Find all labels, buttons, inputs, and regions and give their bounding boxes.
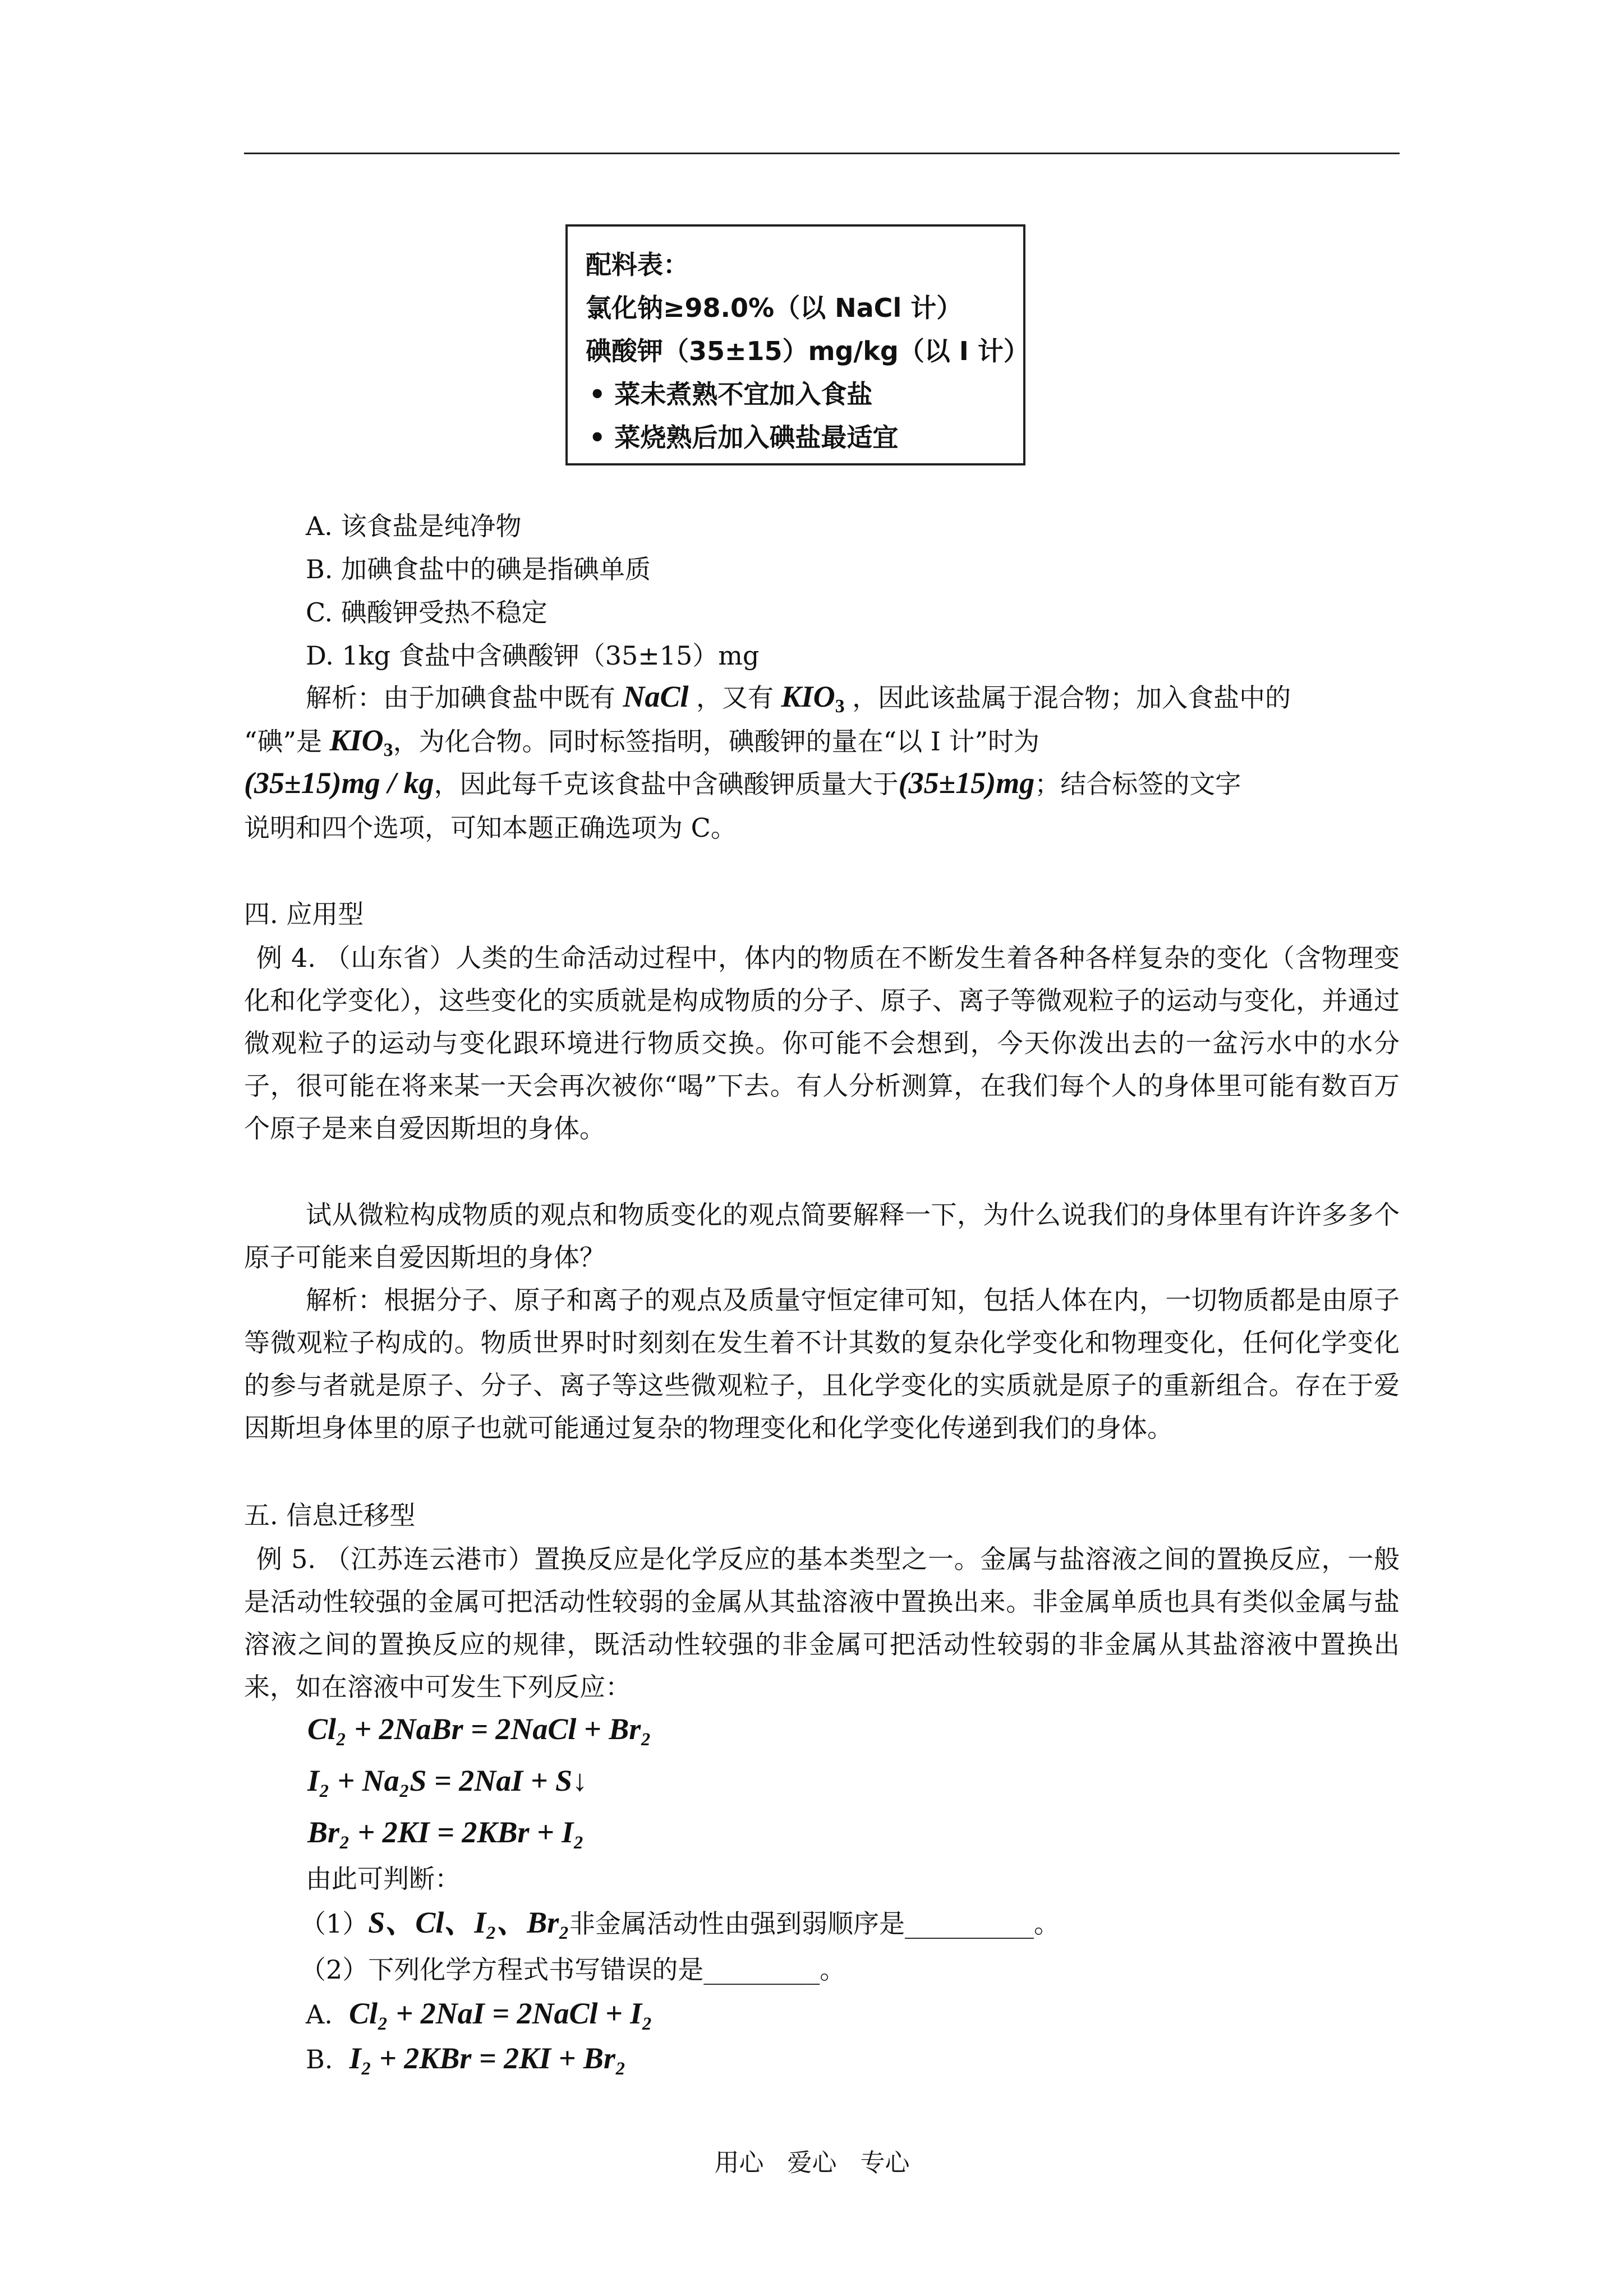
formula-nacl: NaCl [623, 680, 689, 713]
analysis-line-2 [244, 723, 1400, 767]
option-b: B. 加碘食盐中的碘是指碘单质 [306, 554, 651, 584]
label-bullet-2: • 菜烧熟后加入碘盐最适宜 [589, 422, 899, 453]
answer-option-a [306, 1997, 652, 2031]
equation-2: I₂ + Na₂S = 2NaI + S↓ [307, 1764, 588, 1797]
judge-line: 由此可判断： [306, 1864, 461, 1894]
ingredient-label-box [565, 224, 1029, 465]
option-label: B. [306, 2044, 333, 2074]
option-d: D. 1kg 食盐中含碘酸钾（35±15）mg [306, 640, 760, 671]
formula-kio3: $KIO_3$ [329, 723, 393, 760]
species-list: S、Cl、I₂、Br₂ [368, 1906, 570, 1939]
sub-question-number: （1） [300, 1908, 369, 1939]
page-footer: 用心 爱心 专心 [714, 2149, 910, 2177]
analysis-line-3 [244, 766, 1241, 801]
formula-range-per-kg: (35±15)mg / kg [244, 766, 434, 800]
header-rule [244, 153, 1400, 154]
label-title: 配料表： [586, 250, 689, 280]
formula-kio3: $KIO_3$ [781, 680, 845, 717]
label-kio3-line: 碘酸钾（35±15）mg/kg（以 I 计） [586, 336, 1029, 366]
analysis-text: ，为化合物。同时标签指明，碘酸钾的量在“以 I 计”时为 [393, 726, 1040, 757]
option-a: A. 该食盐是纯净物 [306, 511, 522, 541]
equation-3: Br₂ + 2KI = 2KBr + I₂ [307, 1815, 585, 1849]
option-b-equation: I₂ + 2KBr = 2KI + Br₂ [349, 2041, 626, 2075]
equation-1: Cl₂ + 2NaBr = 2NaCl + Br₂ [307, 1712, 652, 1746]
sub-question-text: 非金属活动性由强到弱顺序是__________。 [569, 1908, 1060, 1939]
analysis-text: 解析：由于加碘食盐中既有 [306, 683, 615, 713]
option-label: A. [306, 1999, 333, 2030]
section-4-question: 例 4. （山东省）人类的生命活动过程中，体内的物质在不断发生着各种各样复杂的变化（含物理变化和化学变化），这些变化的实质就是构成物质的分子、原子、离子等微观粒子的运动与变化，并通过微观粒子的运动与变化跟环境进行物质交换。你可能不会想到，今天你泼出去的一盆污水中的水分子，很可能在将来某一天会再次被你“喝”下去。有人分析测算，在我们每个人的身体里可能有数百万个原子是来自爱因斯坦的身体。 [244, 943, 1400, 1144]
analysis-line-4: 说明和四个选项，可知本题正确选项为 C。 [244, 813, 737, 843]
option-c: C. 碘酸钾受热不稳定 [306, 597, 548, 628]
section-4-analysis: 解析：根据分子、原子和离子的观点及质量守恒定律可知，包括人体在内，一切物质都是由原子等微观粒子构成的。物质世界时时刻刻在发生着不计其数的复杂化学变化和物理变化，任何化学变化的参与者就是原子、分子、离子等这些微观粒子，且化学变化的实质就是原子的重新组合。存在于爱因斯坦身体里的原子也就可能通过复杂的物理变化和化学变化传递到我们的身体。 [244, 1285, 1400, 1443]
analysis-text: ，因此每千克该食盐中含碘酸钾质量大于 [434, 769, 899, 799]
analysis-line-1 [306, 680, 1291, 723]
analysis-text: ，又有 [696, 683, 774, 713]
analysis-text: “碘”是 [244, 726, 323, 757]
label-bullet-1: • 菜未煮熟不宜加入食盐 [589, 379, 873, 409]
section-4-heading: 四. 应用型 [244, 899, 364, 929]
formula-range-mg: (35±15)mg [898, 766, 1035, 800]
section-5-heading: 五. 信息迁移型 [244, 1500, 416, 1530]
sub-question-1 [300, 1906, 1060, 1940]
sub-question-2: （2）下列化学方程式书写错误的是_________。 [300, 1954, 846, 1985]
analysis-text: ，因此该盐属于混合物；加入食盐中的 [852, 683, 1291, 713]
section-5-question: 例 5. （江苏连云港市）置换反应是化学反应的基本类型之一。金属与盐溶液之间的置换反应，一般是活动性较强的金属可把活动性较弱的金属从其盐溶液中置换出来。非金属单质也具有类似金属与盐溶液之间的置换反应的规律，既活动性较强的非金属可把活动性较弱的非金属从其盐溶液中置换出来，如在溶液中可发生下列反应： [244, 1544, 1400, 1702]
option-a-equation: Cl₂ + 2NaI = 2NaCl + I₂ [349, 1997, 653, 2030]
analysis-text: ；结合标签的文字 [1034, 769, 1241, 799]
answer-option-b [306, 2041, 626, 2076]
section-4-prompt: 试从微粒构成物质的观点和物质变化的观点简要解释一下，为什么说我们的身体里有许许多多个原子可能来自爱因斯坦的身体？ [244, 1200, 1400, 1273]
label-nacl-line: 氯化钠≥98.0%（以 NaCl 计） [586, 293, 963, 323]
